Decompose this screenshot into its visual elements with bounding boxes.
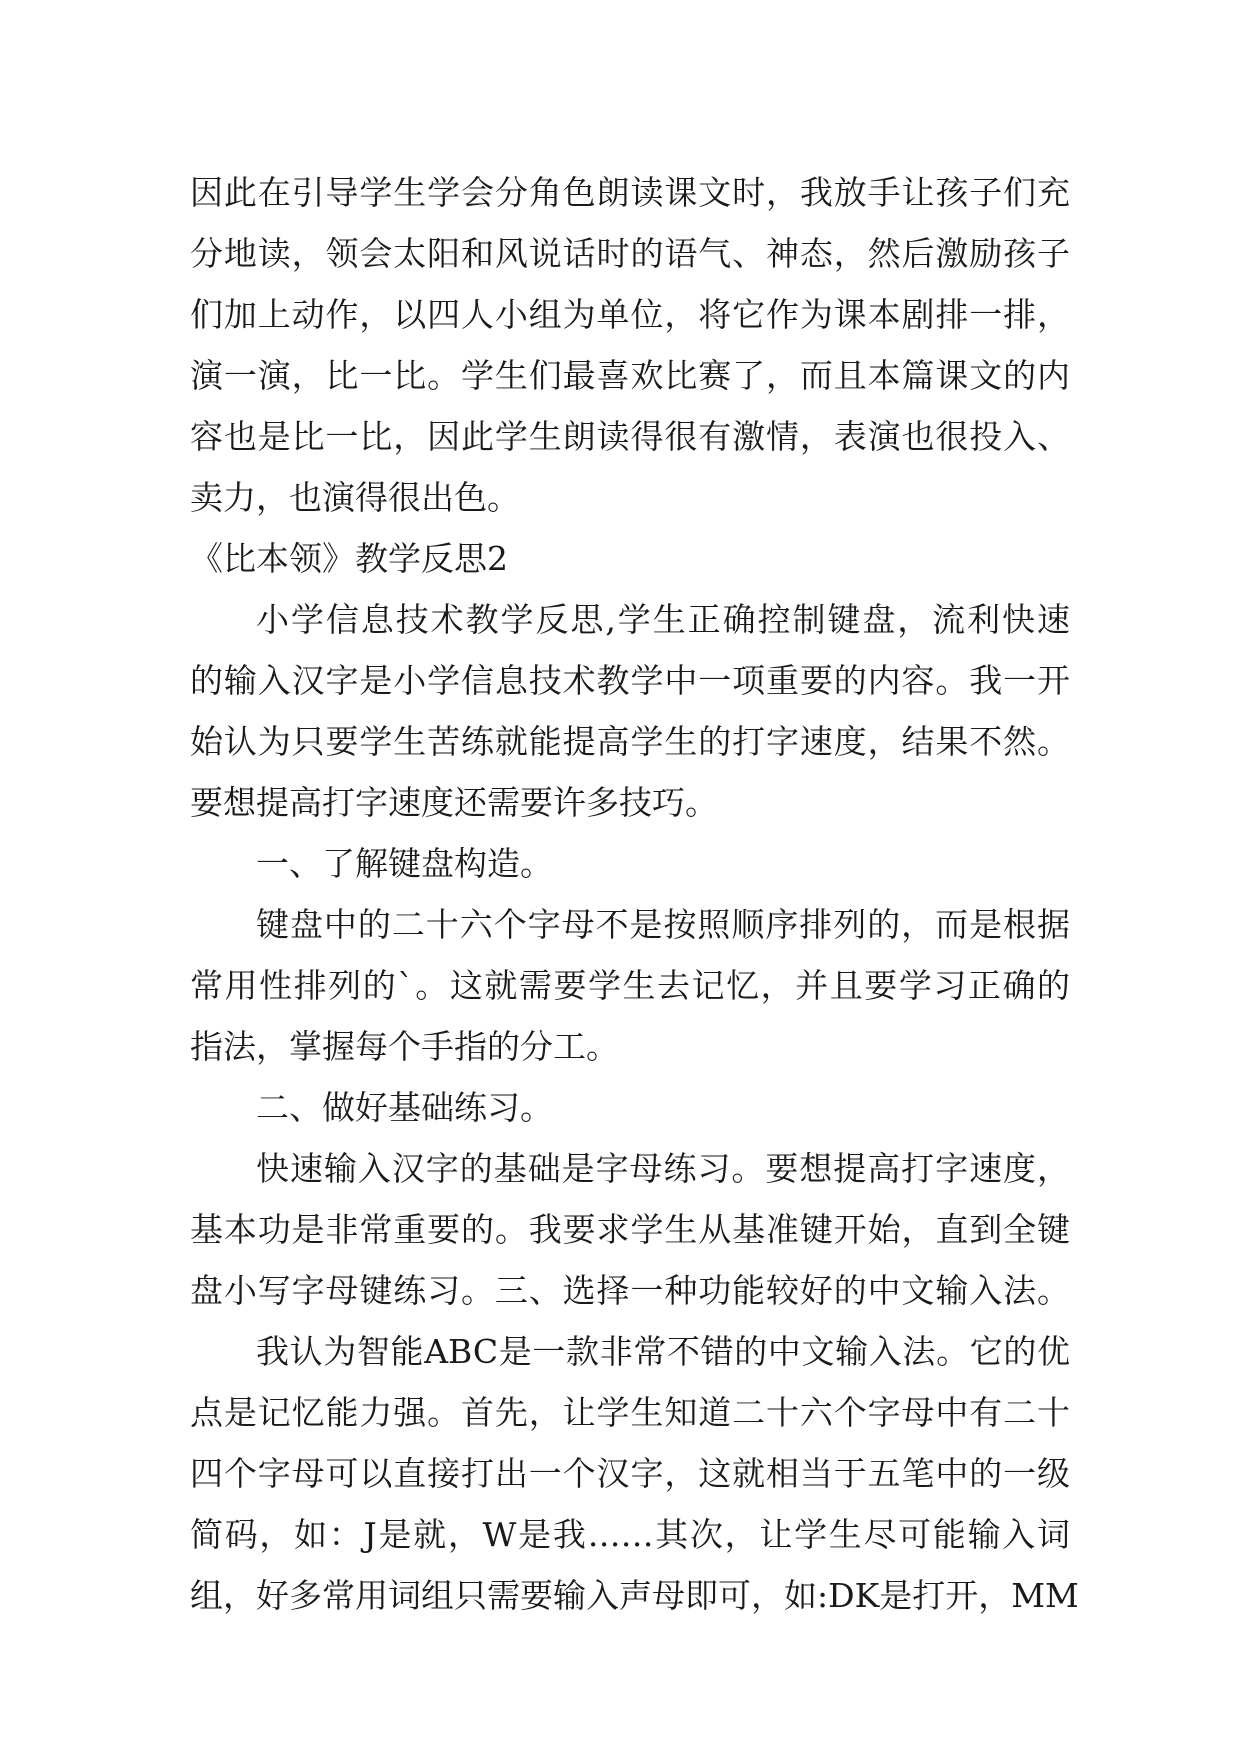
text-line: 容也是比一比，因此学生朗读得很有激情，表演也很投入、	[190, 417, 1070, 456]
section-heading: 《比本领》教学反思2	[190, 539, 508, 578]
paragraph-5	[190, 1321, 1079, 1626]
text-line: 分地读，领会太阳和风说话时的语气、神态，然后激励孩子	[190, 234, 1070, 273]
text-line: 点是记忆能力强。首先，让学生知道二十六个字母中有二十	[190, 1393, 1070, 1432]
paragraph-4	[190, 1138, 1070, 1321]
text-line: 四个字母可以直接打出一个汉字，这就相当于五笔中的一级	[190, 1454, 1070, 1493]
paragraph-1	[190, 162, 1070, 528]
paragraph-3	[190, 894, 1070, 1077]
text-line: 简码，如：J是就，W是我……其次，让学生尽可能输入词	[190, 1515, 1070, 1554]
text-line: 快速输入汉字的基础是字母练习。要想提高打字速度，	[256, 1149, 1070, 1188]
text-line: 常用性排列的`。这就需要学生去记忆，并且要学习正确的	[190, 966, 1070, 1005]
paragraph-2	[190, 589, 1070, 833]
text-line: 因此在引导学生学会分角色朗读课文时，我放手让孩子们充	[190, 173, 1070, 212]
subsection-title-1: 一、了解键盘构造。	[256, 844, 553, 883]
text-line: 我认为智能ABC是一款非常不错的中文输入法。它的优	[256, 1332, 1070, 1371]
subsection-title-2: 二、做好基础练习。	[256, 1088, 553, 1127]
text-line: 始认为只要学生苦练就能提高学生的打字速度，结果不然。	[190, 722, 1070, 761]
text-line: 要想提高打字速度还需要许多技巧。	[190, 783, 718, 822]
text-line: 小学信息技术教学反思,学生正确控制键盘，流利快速	[256, 600, 1070, 639]
text-line: 基本功是非常重要的。我要求学生从基准键开始，直到全键	[190, 1210, 1070, 1249]
text-line: 组，好多常用词组只需要输入声母即可，如:DK是打开，MM	[190, 1576, 1079, 1615]
text-line: 键盘中的二十六个字母不是按照顺序排列的，而是根据	[256, 905, 1070, 944]
text-line: 的输入汉字是小学信息技术教学中一项重要的内容。我一开	[190, 661, 1070, 700]
text-line: 卖力，也演得很出色。	[190, 478, 520, 517]
text-line: 盘小写字母键练习。三、选择一种功能较好的中文输入法。	[190, 1271, 1070, 1310]
text-line: 指法，掌握每个手指的分工。	[190, 1027, 619, 1066]
text-line: 们加上动作，以四人小组为单位，将它作为课本剧排一排，	[190, 295, 1070, 334]
document-body	[190, 162, 1079, 1626]
text-line: 演一演，比一比。学生们最喜欢比赛了，而且本篇课文的内	[190, 356, 1070, 395]
